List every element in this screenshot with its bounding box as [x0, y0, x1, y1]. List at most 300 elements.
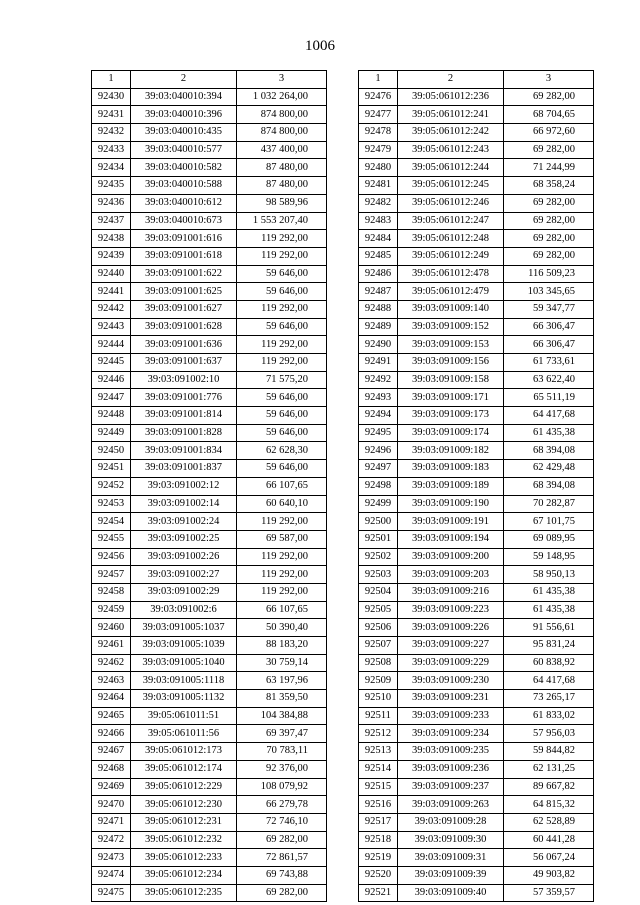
row-number: 92444 [92, 336, 131, 354]
row-number: 92449 [92, 424, 131, 442]
row-number: 92484 [359, 230, 398, 248]
cadastral-value: 874 800,00 [237, 124, 327, 142]
cadastral-number: 39:03:091005:1037 [131, 619, 237, 637]
cadastral-number: 39:03:091005:1132 [131, 690, 237, 708]
row-number: 92514 [359, 760, 398, 778]
table-row [92, 265, 327, 283]
cadastral-value: 66 107,65 [237, 601, 327, 619]
cadastral-number: 39:03:091009:237 [398, 778, 504, 796]
row-number: 92501 [359, 530, 398, 548]
table-row [359, 194, 594, 212]
table-row [359, 177, 594, 195]
cadastral-number: 39:05:061012:174 [131, 760, 237, 778]
table-row [359, 566, 594, 584]
table-row [359, 159, 594, 177]
row-number: 92489 [359, 318, 398, 336]
cadastral-number: 39:03:091009:236 [398, 760, 504, 778]
row-number: 92518 [359, 831, 398, 849]
table-row [359, 212, 594, 230]
row-number: 92460 [92, 619, 131, 637]
table-row [359, 583, 594, 601]
cadastral-value: 69 282,00 [237, 884, 327, 902]
table-row [92, 354, 327, 372]
cadastral-value: 98 589,96 [237, 194, 327, 212]
cadastral-number: 39:05:061012:173 [131, 743, 237, 761]
cadastral-value: 119 292,00 [237, 230, 327, 248]
cadastral-number: 39:03:091005:1118 [131, 672, 237, 690]
row-number: 92485 [359, 247, 398, 265]
cadastral-number: 39:05:061012:247 [398, 212, 504, 230]
cadastral-number: 39:05:061012:236 [398, 88, 504, 106]
cadastral-value: 119 292,00 [237, 566, 327, 584]
table-row [92, 336, 327, 354]
table-row [92, 513, 327, 531]
row-number: 92519 [359, 849, 398, 867]
row-number: 92504 [359, 583, 398, 601]
table-row [359, 884, 594, 902]
table-row [92, 247, 327, 265]
cadastral-number: 39:03:091009:203 [398, 566, 504, 584]
cadastral-value: 68 358,24 [504, 177, 594, 195]
cadastral-number: 39:05:061012:479 [398, 283, 504, 301]
row-number: 92488 [359, 300, 398, 318]
cadastral-number: 39:03:091002:29 [131, 583, 237, 601]
row-number: 92457 [92, 566, 131, 584]
cadastral-value: 69 282,00 [504, 88, 594, 106]
cadastral-value: 59 646,00 [237, 265, 327, 283]
row-number: 92466 [92, 725, 131, 743]
cadastral-number: 39:05:061012:245 [398, 177, 504, 195]
cadastral-value: 69 282,00 [237, 831, 327, 849]
cadastral-number: 39:03:091002:14 [131, 495, 237, 513]
table-row [359, 831, 594, 849]
row-number: 92440 [92, 265, 131, 283]
cadastral-value: 69 089,95 [504, 530, 594, 548]
cadastral-value: 116 509,23 [504, 265, 594, 283]
table-row [359, 389, 594, 407]
cadastral-number: 39:03:091009:234 [398, 725, 504, 743]
cadastral-value: 66 107,65 [237, 477, 327, 495]
table-row [359, 548, 594, 566]
cadastral-number: 39:03:091001:837 [131, 460, 237, 478]
cadastral-value: 57 956,03 [504, 725, 594, 743]
row-number: 92439 [92, 247, 131, 265]
cadastral-number: 39:03:091009:174 [398, 424, 504, 442]
cadastral-value: 69 282,00 [504, 141, 594, 159]
table-row [92, 106, 327, 124]
cadastral-value: 437 400,00 [237, 141, 327, 159]
table-row [92, 495, 327, 513]
row-number: 92472 [92, 831, 131, 849]
cadastral-number: 39:03:040010:673 [131, 212, 237, 230]
row-number: 92452 [92, 477, 131, 495]
cadastral-number: 39:03:091009:235 [398, 743, 504, 761]
table-row [92, 778, 327, 796]
cadastral-number: 39:03:091001:627 [131, 300, 237, 318]
table-row [359, 247, 594, 265]
cadastral-number: 39:05:061012:246 [398, 194, 504, 212]
row-number: 92495 [359, 424, 398, 442]
row-number: 92450 [92, 442, 131, 460]
cadastral-number: 39:03:091009:263 [398, 796, 504, 814]
table-row [359, 407, 594, 425]
cadastral-value: 81 359,50 [237, 690, 327, 708]
cadastral-number: 39:03:091002:10 [131, 371, 237, 389]
cadastral-number: 39:05:061011:56 [131, 725, 237, 743]
cadastral-value: 69 587,00 [237, 530, 327, 548]
table-row [92, 672, 327, 690]
table-row [359, 654, 594, 672]
page-number: 1006 [305, 38, 335, 54]
cadastral-number: 39:03:091002:12 [131, 477, 237, 495]
cadastral-number: 39:03:091009:182 [398, 442, 504, 460]
cadastral-value: 66 306,47 [504, 318, 594, 336]
row-number: 92510 [359, 690, 398, 708]
row-number: 92506 [359, 619, 398, 637]
cadastral-value: 108 079,92 [237, 778, 327, 796]
table-row [359, 637, 594, 655]
cadastral-value: 73 265,17 [504, 690, 594, 708]
table-row [359, 778, 594, 796]
cadastral-value: 62 628,30 [237, 442, 327, 460]
table-row [92, 460, 327, 478]
cadastral-value: 60 441,28 [504, 831, 594, 849]
cadastral-value: 59 844,82 [504, 743, 594, 761]
table-row [359, 283, 594, 301]
cadastral-number: 39:03:091009:30 [398, 831, 504, 849]
column-header: 2 [398, 71, 504, 89]
table-row [359, 530, 594, 548]
row-number: 92436 [92, 194, 131, 212]
row-number: 92478 [359, 124, 398, 142]
row-number: 92441 [92, 283, 131, 301]
row-number: 92503 [359, 566, 398, 584]
cadastral-number: 39:03:091001:625 [131, 283, 237, 301]
right-table [358, 70, 594, 902]
cadastral-value: 66 279,78 [237, 796, 327, 814]
row-number: 92445 [92, 354, 131, 372]
row-number: 92483 [359, 212, 398, 230]
table-row [92, 530, 327, 548]
row-number: 92443 [92, 318, 131, 336]
header-row [359, 71, 594, 89]
row-number: 92492 [359, 371, 398, 389]
table-row [92, 407, 327, 425]
cadastral-number: 39:03:091001:814 [131, 407, 237, 425]
cadastral-number: 39:05:061012:478 [398, 265, 504, 283]
cadastral-number: 39:03:091009:231 [398, 690, 504, 708]
cadastral-number: 39:03:091009:183 [398, 460, 504, 478]
row-number: 92502 [359, 548, 398, 566]
row-number: 92467 [92, 743, 131, 761]
row-number: 92480 [359, 159, 398, 177]
row-number: 92482 [359, 194, 398, 212]
row-number: 92455 [92, 530, 131, 548]
row-number: 92433 [92, 141, 131, 159]
table-row [359, 141, 594, 159]
cadastral-value: 56 067,24 [504, 849, 594, 867]
cadastral-value: 57 359,57 [504, 884, 594, 902]
row-number: 92513 [359, 743, 398, 761]
cadastral-value: 70 282,87 [504, 495, 594, 513]
row-number: 92486 [359, 265, 398, 283]
row-number: 92453 [92, 495, 131, 513]
cadastral-value: 119 292,00 [237, 336, 327, 354]
row-number: 92469 [92, 778, 131, 796]
table-row [359, 354, 594, 372]
cadastral-number: 39:03:091001:636 [131, 336, 237, 354]
cadastral-value: 59 646,00 [237, 318, 327, 336]
cadastral-number: 39:03:091009:200 [398, 548, 504, 566]
table-row [359, 707, 594, 725]
cadastral-value: 1 553 207,40 [237, 212, 327, 230]
table-row [359, 460, 594, 478]
cadastral-value: 119 292,00 [237, 300, 327, 318]
row-number: 92516 [359, 796, 398, 814]
cadastral-value: 67 101,75 [504, 513, 594, 531]
table-row [92, 477, 327, 495]
cadastral-number: 39:03:091009:190 [398, 495, 504, 513]
table-row [359, 725, 594, 743]
table-row [92, 424, 327, 442]
table-row [92, 583, 327, 601]
cadastral-number: 39:03:091001:618 [131, 247, 237, 265]
cadastral-number: 39:03:091001:828 [131, 424, 237, 442]
table-row [92, 194, 327, 212]
table-row [359, 424, 594, 442]
cadastral-number: 39:03:091009:173 [398, 407, 504, 425]
cadastral-number: 39:05:061012:232 [131, 831, 237, 849]
cadastral-value: 58 950,13 [504, 566, 594, 584]
row-number: 92498 [359, 477, 398, 495]
cadastral-number: 39:03:091001:622 [131, 265, 237, 283]
cadastral-number: 39:03:091002:6 [131, 601, 237, 619]
cadastral-value: 119 292,00 [237, 354, 327, 372]
table-row [359, 743, 594, 761]
cadastral-number: 39:03:091009:40 [398, 884, 504, 902]
cadastral-number: 39:03:040010:577 [131, 141, 237, 159]
row-number: 92451 [92, 460, 131, 478]
row-number: 92471 [92, 813, 131, 831]
cadastral-number: 39:05:061012:241 [398, 106, 504, 124]
cadastral-number: 39:05:061012:249 [398, 247, 504, 265]
cadastral-number: 39:03:091005:1039 [131, 637, 237, 655]
table-row [92, 177, 327, 195]
table-row [92, 124, 327, 142]
cadastral-value: 61 833,02 [504, 707, 594, 725]
row-number: 92490 [359, 336, 398, 354]
row-number: 92481 [359, 177, 398, 195]
row-number: 92499 [359, 495, 398, 513]
table-row [359, 690, 594, 708]
cadastral-number: 39:03:091009:140 [398, 300, 504, 318]
cadastral-value: 92 376,00 [237, 760, 327, 778]
cadastral-number: 39:05:061012:244 [398, 159, 504, 177]
table-row [359, 300, 594, 318]
cadastral-value: 64 815,32 [504, 796, 594, 814]
cadastral-number: 39:05:061012:242 [398, 124, 504, 142]
cadastral-number: 39:03:091002:25 [131, 530, 237, 548]
row-number: 92463 [92, 672, 131, 690]
table-row [359, 124, 594, 142]
cadastral-value: 59 148,95 [504, 548, 594, 566]
table-row [92, 743, 327, 761]
row-number: 92508 [359, 654, 398, 672]
column-header: 2 [131, 71, 237, 89]
cadastral-value: 66 972,60 [504, 124, 594, 142]
left-table [91, 70, 327, 902]
cadastral-value: 68 704,65 [504, 106, 594, 124]
cadastral-value: 59 646,00 [237, 424, 327, 442]
row-number: 92476 [359, 88, 398, 106]
row-number: 92454 [92, 513, 131, 531]
row-number: 92491 [359, 354, 398, 372]
table-row [359, 495, 594, 513]
table-row [92, 884, 327, 902]
cadastral-number: 39:03:091001:616 [131, 230, 237, 248]
cadastral-value: 49 903,82 [504, 866, 594, 884]
row-number: 92435 [92, 177, 131, 195]
cadastral-value: 60 640,10 [237, 495, 327, 513]
table-row [92, 637, 327, 655]
row-number: 92448 [92, 407, 131, 425]
cadastral-number: 39:03:091005:1040 [131, 654, 237, 672]
cadastral-number: 39:03:091002:26 [131, 548, 237, 566]
table-row [359, 760, 594, 778]
table-row [92, 690, 327, 708]
cadastral-number: 39:03:040010:588 [131, 177, 237, 195]
table-row [92, 371, 327, 389]
cadastral-number: 39:05:061012:231 [131, 813, 237, 831]
table-row [359, 513, 594, 531]
row-number: 92494 [359, 407, 398, 425]
cadastral-value: 63 622,40 [504, 371, 594, 389]
cadastral-value: 59 646,00 [237, 460, 327, 478]
row-number: 92479 [359, 141, 398, 159]
cadastral-number: 39:03:091002:27 [131, 566, 237, 584]
cadastral-number: 39:03:040010:612 [131, 194, 237, 212]
cadastral-number: 39:05:061011:51 [131, 707, 237, 725]
cadastral-value: 69 282,00 [504, 212, 594, 230]
cadastral-number: 39:03:091009:191 [398, 513, 504, 531]
cadastral-value: 95 831,24 [504, 637, 594, 655]
row-number: 92475 [92, 884, 131, 902]
table-row [92, 654, 327, 672]
cadastral-value: 68 394,08 [504, 477, 594, 495]
cadastral-value: 64 417,68 [504, 407, 594, 425]
table-row [359, 619, 594, 637]
cadastral-value: 71 575,20 [237, 371, 327, 389]
table-row [92, 813, 327, 831]
row-number: 92458 [92, 583, 131, 601]
cadastral-number: 39:05:061012:233 [131, 849, 237, 867]
row-number: 92431 [92, 106, 131, 124]
row-number: 92446 [92, 371, 131, 389]
cadastral-value: 119 292,00 [237, 583, 327, 601]
cadastral-number: 39:03:091001:628 [131, 318, 237, 336]
cadastral-value: 72 746,10 [237, 813, 327, 831]
cadastral-number: 39:03:091001:637 [131, 354, 237, 372]
cadastral-number: 39:05:061012:248 [398, 230, 504, 248]
row-number: 92464 [92, 690, 131, 708]
cadastral-number: 39:03:091009:230 [398, 672, 504, 690]
row-number: 92430 [92, 88, 131, 106]
row-number: 92521 [359, 884, 398, 902]
cadastral-number: 39:03:091009:156 [398, 354, 504, 372]
table-row [92, 212, 327, 230]
cadastral-value: 89 667,82 [504, 778, 594, 796]
row-number: 92442 [92, 300, 131, 318]
table-row [92, 389, 327, 407]
cadastral-number: 39:03:040010:394 [131, 88, 237, 106]
table-row [92, 866, 327, 884]
table-row [359, 318, 594, 336]
cadastral-value: 59 347,77 [504, 300, 594, 318]
table-row [92, 318, 327, 336]
cadastral-number: 39:03:091009:189 [398, 477, 504, 495]
row-number: 92461 [92, 637, 131, 655]
table-row [92, 831, 327, 849]
table-row [92, 601, 327, 619]
cadastral-value: 60 838,92 [504, 654, 594, 672]
cadastral-number: 39:03:091002:24 [131, 513, 237, 531]
table-row [359, 88, 594, 106]
table-row [359, 106, 594, 124]
row-number: 92509 [359, 672, 398, 690]
row-number: 92500 [359, 513, 398, 531]
table-row [359, 796, 594, 814]
cadastral-number: 39:03:091009:226 [398, 619, 504, 637]
cadastral-value: 87 480,00 [237, 159, 327, 177]
row-number: 92515 [359, 778, 398, 796]
cadastral-value: 72 861,57 [237, 849, 327, 867]
table-row [92, 707, 327, 725]
cadastral-value: 68 394,08 [504, 442, 594, 460]
cadastral-value: 69 397,47 [237, 725, 327, 743]
cadastral-number: 39:03:091009:216 [398, 583, 504, 601]
row-number: 92496 [359, 442, 398, 460]
row-number: 92497 [359, 460, 398, 478]
cadastral-number: 39:03:040010:396 [131, 106, 237, 124]
cadastral-value: 62 429,48 [504, 460, 594, 478]
table-row [359, 601, 594, 619]
row-number: 92487 [359, 283, 398, 301]
table-row [92, 760, 327, 778]
cadastral-number: 39:03:091001:834 [131, 442, 237, 460]
cadastral-number: 39:05:061012:243 [398, 141, 504, 159]
row-number: 92447 [92, 389, 131, 407]
cadastral-number: 39:03:091009:194 [398, 530, 504, 548]
cadastral-value: 69 282,00 [504, 247, 594, 265]
table-row [92, 442, 327, 460]
row-number: 92473 [92, 849, 131, 867]
cadastral-number: 39:03:091009:158 [398, 371, 504, 389]
cadastral-value: 1 032 264,00 [237, 88, 327, 106]
table-row [359, 442, 594, 460]
cadastral-value: 61 435,38 [504, 601, 594, 619]
table-row [92, 88, 327, 106]
cadastral-number: 39:03:091009:152 [398, 318, 504, 336]
cadastral-value: 61 435,38 [504, 583, 594, 601]
cadastral-value: 70 783,11 [237, 743, 327, 761]
table-row [92, 796, 327, 814]
row-number: 92438 [92, 230, 131, 248]
cadastral-value: 59 646,00 [237, 389, 327, 407]
row-number: 92505 [359, 601, 398, 619]
table-row [359, 866, 594, 884]
row-number: 92434 [92, 159, 131, 177]
cadastral-value: 119 292,00 [237, 247, 327, 265]
